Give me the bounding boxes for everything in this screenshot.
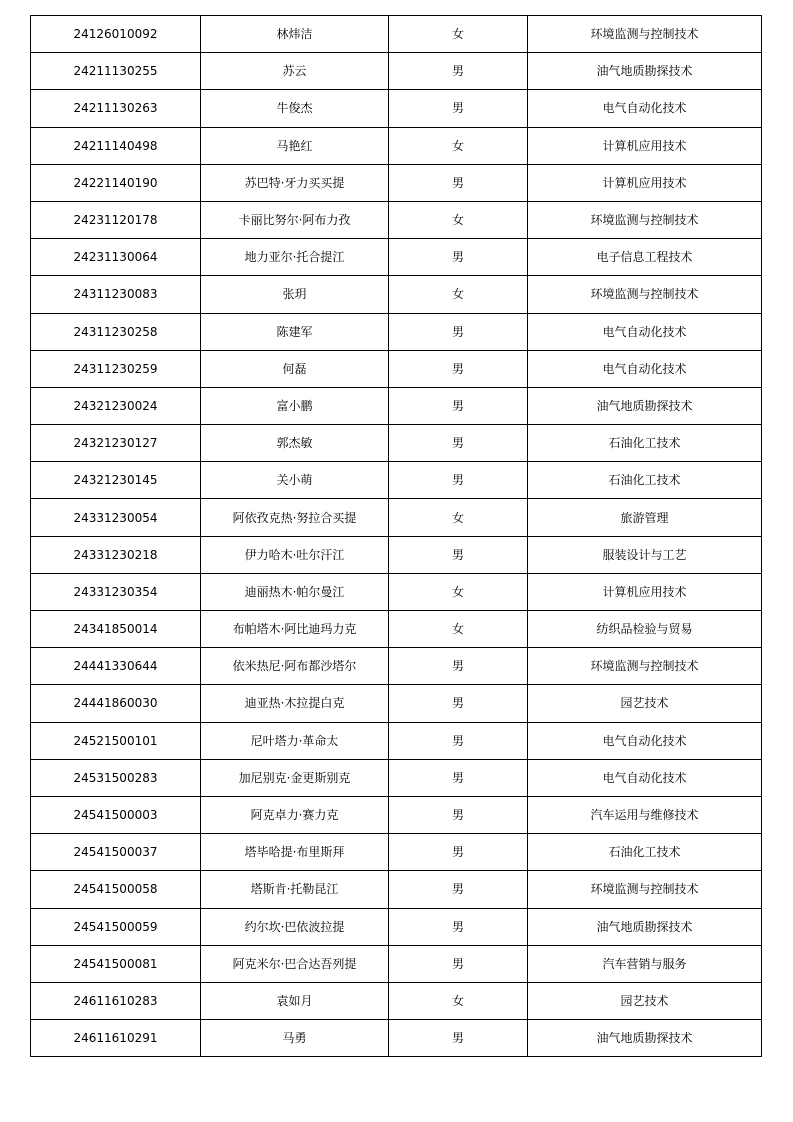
gender-cell: 男 — [389, 759, 528, 796]
major-cell: 电气自动化技术 — [528, 759, 762, 796]
major-cell: 环境监测与控制技术 — [528, 276, 762, 313]
gender-cell: 男 — [389, 536, 528, 573]
student-id-cell: 24441330644 — [31, 648, 201, 685]
major-cell: 电气自动化技术 — [528, 722, 762, 759]
gender-cell: 男 — [389, 908, 528, 945]
gender-cell: 男 — [389, 871, 528, 908]
student-name-cell: 苏巴特·牙力买买提 — [201, 164, 389, 201]
table-row — [31, 945, 762, 982]
student-name-cell: 马艳红 — [201, 127, 389, 164]
gender-cell: 男 — [389, 239, 528, 276]
student-name-cell: 阿克米尔·巴合达吾列提 — [201, 945, 389, 982]
table-row — [31, 425, 762, 462]
student-name-cell: 苏云 — [201, 53, 389, 90]
student-id-cell: 24331230354 — [31, 573, 201, 610]
student-roster-table — [30, 15, 762, 1057]
table-row — [31, 313, 762, 350]
gender-cell: 女 — [389, 276, 528, 313]
student-name-cell: 加尼别克·金更斯别克 — [201, 759, 389, 796]
student-name-cell: 塔毕哈提·布里斯拜 — [201, 834, 389, 871]
gender-cell: 男 — [389, 350, 528, 387]
student-name-cell: 布帕塔木·阿比迪玛力克 — [201, 611, 389, 648]
student-name-cell: 牛俊杰 — [201, 90, 389, 127]
major-cell: 计算机应用技术 — [528, 164, 762, 201]
major-cell: 油气地质勘探技术 — [528, 53, 762, 90]
table-row — [31, 871, 762, 908]
major-cell: 旅游管理 — [528, 499, 762, 536]
student-id-cell: 24321230024 — [31, 387, 201, 424]
gender-cell: 女 — [389, 127, 528, 164]
gender-cell: 女 — [389, 611, 528, 648]
table-row — [31, 573, 762, 610]
student-id-cell: 24541500037 — [31, 834, 201, 871]
major-cell: 计算机应用技术 — [528, 573, 762, 610]
table-row — [31, 53, 762, 90]
student-name-cell: 袁如月 — [201, 982, 389, 1019]
student-name-cell: 关小萌 — [201, 462, 389, 499]
table-row — [31, 796, 762, 833]
table-row — [31, 276, 762, 313]
student-id-cell: 24311230083 — [31, 276, 201, 313]
table-row — [31, 648, 762, 685]
table-row — [31, 982, 762, 1019]
major-cell: 油气地质勘探技术 — [528, 908, 762, 945]
gender-cell: 男 — [389, 425, 528, 462]
student-id-cell: 24521500101 — [31, 722, 201, 759]
table-row — [31, 908, 762, 945]
table-row — [31, 759, 762, 796]
major-cell: 油气地质勘探技术 — [528, 387, 762, 424]
major-cell: 电气自动化技术 — [528, 313, 762, 350]
table-row — [31, 685, 762, 722]
student-name-cell: 马勇 — [201, 1020, 389, 1057]
student-id-cell: 24126010092 — [31, 16, 201, 53]
major-cell: 园艺技术 — [528, 685, 762, 722]
table-row — [31, 611, 762, 648]
student-name-cell: 尼叶塔力·革命太 — [201, 722, 389, 759]
table-row — [31, 201, 762, 238]
table-row — [31, 16, 762, 53]
student-name-cell: 阿依孜克热·努拉合买提 — [201, 499, 389, 536]
gender-cell: 男 — [389, 164, 528, 201]
gender-cell: 男 — [389, 945, 528, 982]
major-cell: 油气地质勘探技术 — [528, 1020, 762, 1057]
student-name-cell: 卡丽比努尔·阿布力孜 — [201, 201, 389, 238]
student-id-cell: 24231120178 — [31, 201, 201, 238]
student-id-cell: 24331230218 — [31, 536, 201, 573]
student-name-cell: 陈建军 — [201, 313, 389, 350]
major-cell: 石油化工技术 — [528, 462, 762, 499]
table-row — [31, 1020, 762, 1057]
gender-cell: 女 — [389, 499, 528, 536]
student-name-cell: 迪丽热木·帕尔曼江 — [201, 573, 389, 610]
student-id-cell: 24341850014 — [31, 611, 201, 648]
major-cell: 汽车运用与维修技术 — [528, 796, 762, 833]
gender-cell: 男 — [389, 1020, 528, 1057]
student-id-cell: 24441860030 — [31, 685, 201, 722]
gender-cell: 男 — [389, 90, 528, 127]
student-name-cell: 富小鹏 — [201, 387, 389, 424]
major-cell: 环境监测与控制技术 — [528, 648, 762, 685]
student-name-cell: 郭杰敏 — [201, 425, 389, 462]
student-id-cell: 24541500058 — [31, 871, 201, 908]
student-id-cell: 24541500059 — [31, 908, 201, 945]
student-id-cell: 24311230258 — [31, 313, 201, 350]
major-cell: 环境监测与控制技术 — [528, 16, 762, 53]
student-id-cell: 24611610291 — [31, 1020, 201, 1057]
major-cell: 环境监测与控制技术 — [528, 201, 762, 238]
gender-cell: 男 — [389, 53, 528, 90]
major-cell: 纺织品检验与贸易 — [528, 611, 762, 648]
table-row — [31, 239, 762, 276]
gender-cell: 男 — [389, 648, 528, 685]
gender-cell: 男 — [389, 685, 528, 722]
student-id-cell: 24311230259 — [31, 350, 201, 387]
table-row — [31, 834, 762, 871]
student-id-cell: 24531500283 — [31, 759, 201, 796]
student-id-cell: 24541500003 — [31, 796, 201, 833]
gender-cell: 男 — [389, 387, 528, 424]
student-name-cell: 约尔坎·巴依波拉提 — [201, 908, 389, 945]
gender-cell: 男 — [389, 722, 528, 759]
major-cell: 园艺技术 — [528, 982, 762, 1019]
gender-cell: 女 — [389, 16, 528, 53]
student-id-cell: 24211130263 — [31, 90, 201, 127]
table-row — [31, 722, 762, 759]
student-name-cell: 张玥 — [201, 276, 389, 313]
gender-cell: 女 — [389, 201, 528, 238]
student-id-cell: 24321230127 — [31, 425, 201, 462]
gender-cell: 男 — [389, 796, 528, 833]
student-id-cell: 24231130064 — [31, 239, 201, 276]
student-name-cell: 迪亚热·木拉提白克 — [201, 685, 389, 722]
table-row — [31, 499, 762, 536]
major-cell: 石油化工技术 — [528, 834, 762, 871]
gender-cell: 男 — [389, 313, 528, 350]
major-cell: 电气自动化技术 — [528, 350, 762, 387]
student-id-cell: 24321230145 — [31, 462, 201, 499]
student-name-cell: 何磊 — [201, 350, 389, 387]
table-row — [31, 536, 762, 573]
student-name-cell: 塔斯肯·托勒昆江 — [201, 871, 389, 908]
student-name-cell: 阿克卓力·赛力克 — [201, 796, 389, 833]
student-name-cell: 伊力哈木·吐尔汗江 — [201, 536, 389, 573]
table-row — [31, 127, 762, 164]
gender-cell: 男 — [389, 462, 528, 499]
table-row — [31, 350, 762, 387]
student-id-cell: 24331230054 — [31, 499, 201, 536]
roster-body — [31, 16, 762, 1057]
student-id-cell: 24611610283 — [31, 982, 201, 1019]
student-id-cell: 24211140498 — [31, 127, 201, 164]
table-row — [31, 164, 762, 201]
student-name-cell: 林炜洁 — [201, 16, 389, 53]
student-name-cell: 地力亚尔·托合提江 — [201, 239, 389, 276]
major-cell: 石油化工技术 — [528, 425, 762, 462]
student-name-cell: 依米热尼·阿布都沙塔尔 — [201, 648, 389, 685]
gender-cell: 女 — [389, 573, 528, 610]
student-id-cell: 24211130255 — [31, 53, 201, 90]
student-id-cell: 24221140190 — [31, 164, 201, 201]
table-row — [31, 90, 762, 127]
table-row — [31, 462, 762, 499]
table-row — [31, 387, 762, 424]
major-cell: 汽车营销与服务 — [528, 945, 762, 982]
gender-cell: 男 — [389, 834, 528, 871]
major-cell: 电子信息工程技术 — [528, 239, 762, 276]
student-id-cell: 24541500081 — [31, 945, 201, 982]
major-cell: 服装设计与工艺 — [528, 536, 762, 573]
major-cell: 计算机应用技术 — [528, 127, 762, 164]
gender-cell: 女 — [389, 982, 528, 1019]
major-cell: 环境监测与控制技术 — [528, 871, 762, 908]
major-cell: 电气自动化技术 — [528, 90, 762, 127]
